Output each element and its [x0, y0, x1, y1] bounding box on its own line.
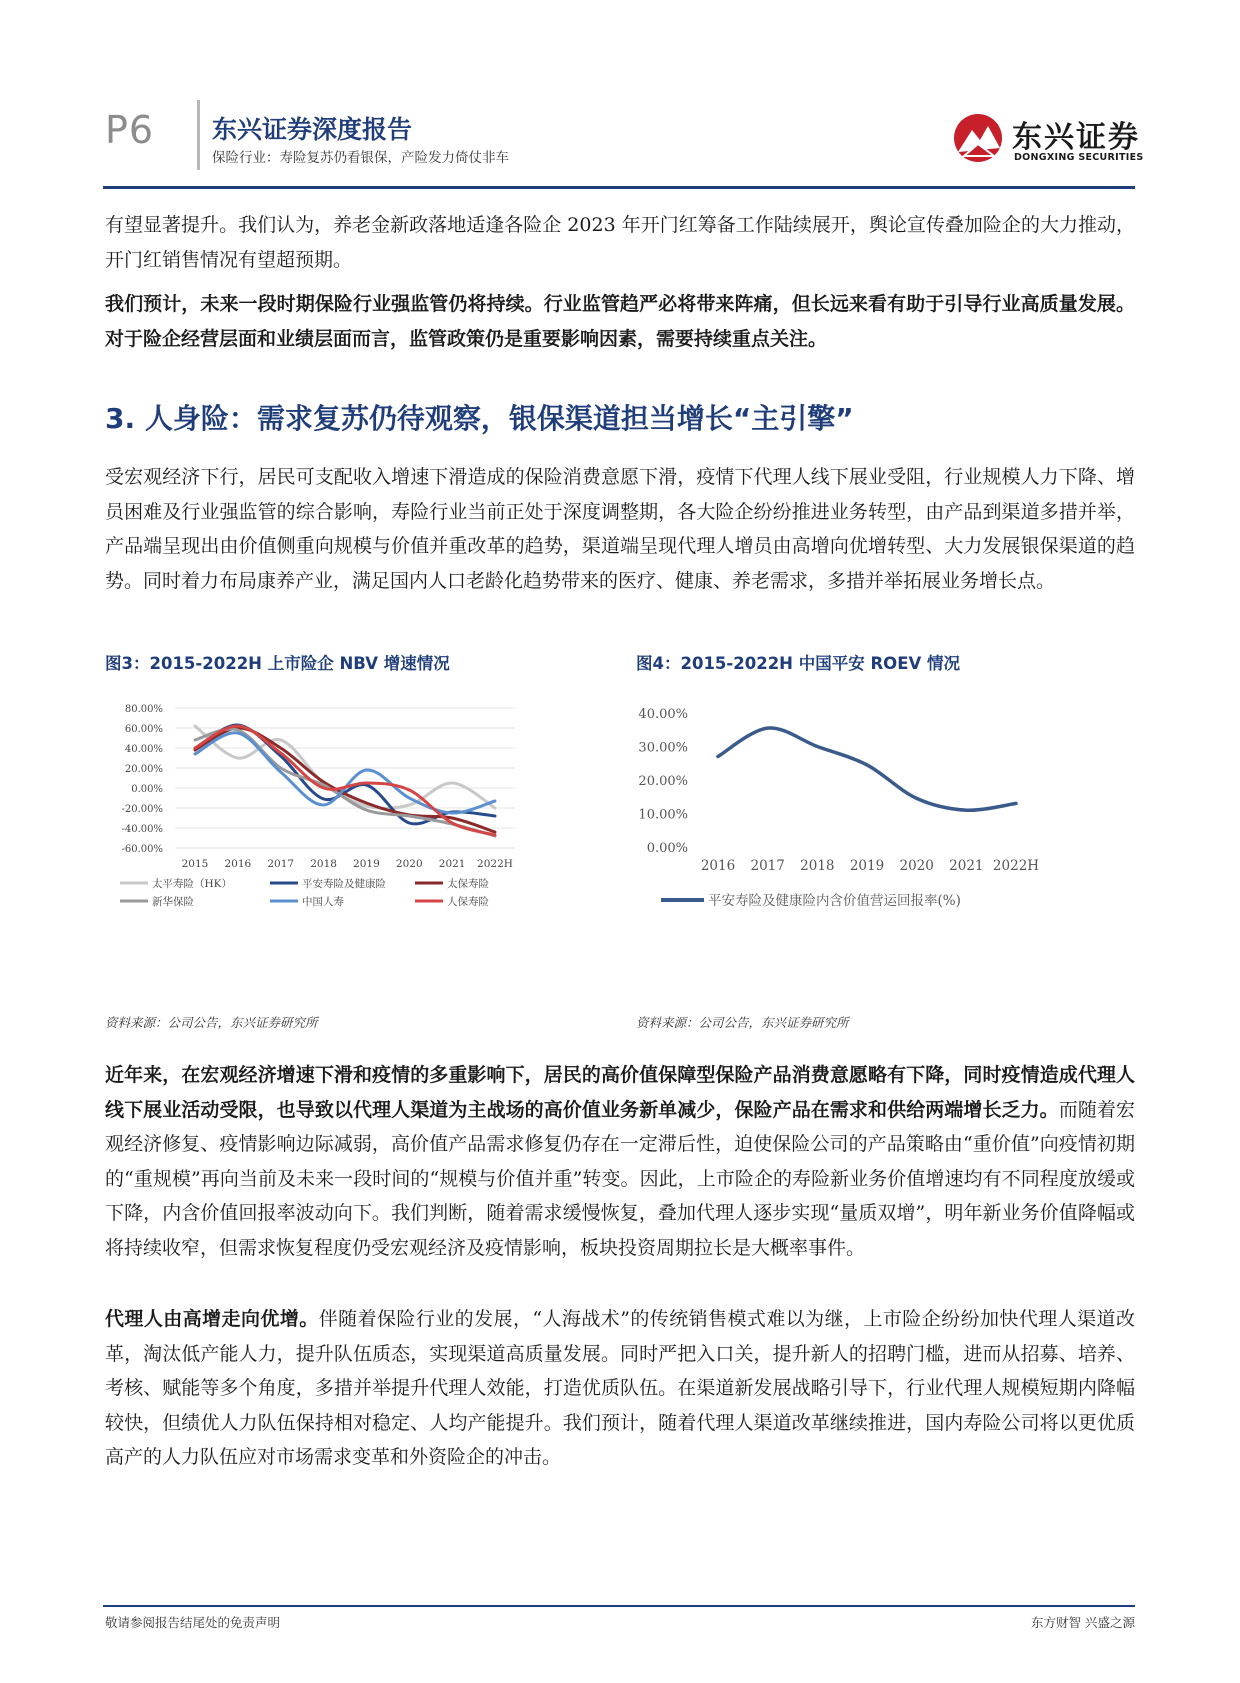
series-line: [195, 728, 495, 832]
legend-label: 太保寿险: [447, 878, 489, 890]
header-rule: [103, 186, 1135, 189]
report-header: [0, 0, 1240, 190]
legend-label: 平安寿险及健康险: [302, 878, 386, 890]
legend-label: 人保寿险: [447, 896, 489, 908]
logo-text-cn: 东兴证券: [1012, 120, 1140, 155]
series-line: [718, 728, 1016, 810]
x-tick-label: 2018: [310, 858, 337, 870]
y-tick-label: -20.00%: [121, 804, 163, 815]
x-tick-label: 2019: [849, 858, 885, 874]
x-tick-label: 2015: [181, 858, 209, 870]
x-tick-label: 2021: [438, 858, 466, 870]
y-tick-label: 20.00%: [124, 764, 163, 775]
y-tick-label: 20.00%: [638, 774, 688, 789]
legend-label: 平安寿险及健康险内含价值营运回报率(%): [708, 893, 961, 909]
roev-chart: [636, 695, 1116, 985]
y-tick-label: 0.00%: [131, 784, 163, 795]
paragraph-5: [105, 1302, 1135, 1475]
y-tick-label: -60.00%: [121, 844, 163, 855]
x-tick-label: 2019: [353, 858, 380, 870]
nbv-growth-chart: [105, 695, 575, 995]
report-title: 东兴证券深度报告: [212, 115, 413, 144]
y-tick-label: 40.00%: [124, 744, 163, 755]
paragraph-4-rest: 而随着宏观经济修复、疫情影响边际减弱，高价值产品需求修复仍存在一定滞后性，迫使保险公司的产品策略由“重价值”向疫情初期的“重规模”再向当前及未来一段时间的“规模与价值并重”转变。因此，上市险企的寿险新业务价值增速均有不同程度放缓或下降，内含价值回报率波动向下。我们判断，随着需求缓慢恢复，叠加代理人逐步实现“量质双增”，明年新业务价值降幅或将持续收窄，但需求恢复程度仍受宏观经济及疫情影响，板块投资周期拉长是大概率事件。: [105, 1098, 1135, 1259]
legend-label: 中国人寿: [302, 896, 344, 908]
series-line: [195, 725, 495, 824]
figure-3-source: 资料来源：公司公告，东兴证券研究所: [105, 1015, 318, 1030]
paragraph-2: 我们预计，未来一段时期保险行业强监管仍将持续。行业监管趋严必将带来阵痛，但长远来看有助于引导行业高质量发展。对于险企经营层面和业绩层面而言，监管政策仍是重要影响因素，需要持续重点关注。: [105, 293, 1135, 350]
footer-rule: [103, 1605, 1135, 1607]
legend-label: 太平寿险（HK）: [152, 878, 233, 890]
x-tick-label: 2022H: [992, 858, 1040, 874]
y-tick-label: 30.00%: [638, 740, 688, 756]
footer-slogan: 东方财智 兴盛之源: [1031, 1615, 1135, 1630]
y-tick-label: 40.00%: [638, 707, 688, 722]
company-logo: [950, 108, 1150, 172]
page-number: P6: [105, 108, 155, 152]
header-divider: [197, 100, 200, 170]
paragraph-4: [105, 1058, 1135, 1265]
y-tick-label: 80.00%: [124, 704, 163, 715]
logo-mark-icon: [950, 108, 1006, 168]
paragraph-1: 有望显著提升。我们认为，养老金新政落地适逢各险企 2023 年开门红筹备工作陆续展开，舆论宣传叠加险企的大力推动，开门红销售情况有望超预期。: [105, 214, 1135, 271]
figure-4-source: 资料来源：公司公告，东兴证券研究所: [636, 1015, 849, 1030]
x-tick-label: 2017: [750, 858, 785, 874]
x-tick-label: 2016: [700, 858, 736, 874]
section-title: 3. 人身险：需求复苏仍待观察，银保渠道担当增长“主引擎”: [105, 402, 854, 435]
y-tick-label: 0.00%: [646, 841, 688, 856]
paragraph-5-rest: 伴随着保险行业的发展，“人海战术”的传统销售模式难以为继，上市险企纷纷加快代理人渠道改革，淘汰低产能人力，提升队伍质态，实现渠道高质量发展。同时严把入口关，提升新人的招聘门槛，进而从招募、培养、考核、赋能等多个角度，多措并举提升代理人效能，打造优质队伍。在渠道新发展战略引导下，行业代理人规模短期内降幅较快，但绩优人力队伍保持相对稳定、人均产能提升。我们预计，随着代理人渠道改革继续推进，国内寿险公司将以更优质高产的人力队伍应对市场需求变革和外资险企的冲击。: [105, 1308, 1135, 1468]
x-tick-label: 2018: [800, 858, 835, 874]
series-line: [195, 733, 495, 813]
x-tick-label: 2017: [267, 858, 295, 870]
figure-4-title: 图4：2015-2022H 中国平安 ROEV 情况: [636, 654, 960, 673]
logo-text-en: DONGXING SECURITIES: [1014, 152, 1144, 163]
paragraph-4-bold: 近年来，在宏观经济增速下滑和疫情的多重影响下，居民的高价值保障型保险产品消费意愿略有下降，同时疫情造成代理人线下展业活动受限，也导致以代理人渠道为主战场的高价值业务新单减少，保险产品在需求和供给两端增长乏力。: [105, 1064, 1135, 1121]
figure-3-title: 图3：2015-2022H 上市险企 NBV 增速情况: [105, 654, 450, 673]
y-tick-label: 10.00%: [638, 807, 688, 823]
x-tick-label: 2022H: [477, 858, 513, 870]
x-tick-label: 2020: [899, 858, 934, 874]
paragraph-5-bold: 代理人由高增走向优增。: [105, 1308, 319, 1330]
legend-label: 新华保险: [152, 896, 194, 908]
series-line: [195, 726, 495, 808]
footer-disclaimer: 敬请参阅报告结尾处的免责声明: [105, 1615, 281, 1630]
paragraph-3: 受宏观经济下行，居民可支配收入增速下滑造成的保险消费意愿下滑，疫情下代理人线下展业受阻，行业规模人力下降、增员困难及行业强监管的综合影响，寿险行业当前正处于深度调整期，各大险企纷纷推进业务转型，由产品到渠道多措并举，产品端呈现出由价值侧重向规模与价值并重改革的趋势，渠道端呈现代理人增员由高增向优增转型、大力发展银保渠道的趋势。同时着力布局康养产业，满足国内人口老龄化趋势带来的医疗、健康、养老需求，多措并举拓展业务增长点。: [105, 466, 1135, 592]
y-tick-label: 60.00%: [124, 724, 163, 735]
y-tick-label: -40.00%: [121, 824, 163, 835]
x-tick-label: 2016: [224, 858, 252, 870]
x-tick-label: 2021: [949, 858, 984, 874]
x-tick-label: 2020: [395, 858, 423, 870]
report-subtitle: 保险行业：寿险复苏仍看银保，产险发力倚仗非车: [212, 150, 509, 166]
